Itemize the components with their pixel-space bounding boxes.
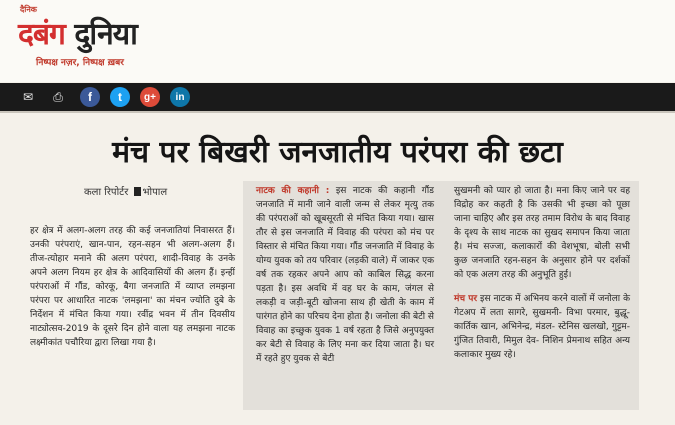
byline-city: भोपाल bbox=[142, 187, 168, 198]
logo-small-text: दैनिक bbox=[20, 5, 37, 14]
logo-part-2: दुनिया bbox=[74, 17, 137, 52]
col3-kicker: मंच पर bbox=[454, 294, 478, 304]
col2-text: इस नाटक की कहानी गौंड जनजाति में मानी जाने वाली जन्म से लेकर मृत्यु तक की परंपराओं को खूबसूरती से मंचित किया गया। खास तौर से इस जनजाति में विवाह की परंपरा को मंच पर विस्तार से मंचित किया गया। गौंड जनजाति में विवाह के योग्य युवक को तय परिवार (लड़की वाले) में जाकर एक वर्ष तक रहकर अपने आप को काबिल सिद्ध करना पड़ता है। इस अवधि में वह घर के काम, जंगल से लकड़ी व जड़ी-बूटी खोजना साथ ही खेती के काम में पारंगत होने का परिचय देना होता है। जनोला की बेटी से विवाह का इच्छुक युवक 1 वर्ष रहता है जिसे अनुपयुक्त कर बेटी से विवाह के लिए मना कर दिया जाता है। घर में रहते हुए युवक से बेटी bbox=[256, 186, 434, 364]
col2-kicker: नाटक की कहानी : bbox=[256, 186, 330, 196]
dateline-marker bbox=[134, 187, 141, 196]
byline bbox=[84, 184, 167, 198]
mail-icon[interactable]: ✉ bbox=[22, 90, 34, 104]
twitter-icon[interactable]: t bbox=[110, 87, 130, 107]
newspaper-logo[interactable] bbox=[18, 12, 137, 53]
article-headline: मंच पर बिखरी जनजातीय परंपरा की छटा bbox=[112, 135, 563, 170]
byline-reporter: कला रिपोर्टर bbox=[84, 187, 129, 198]
col3-text: इस नाटक में अभिनय करने वालों में जनोला के गेटअप में लता सागरे, सुखमनी- विभा परमार, बुद्धू- कार्तिक खान, अभिनेन्द्र, मंडल- स्टेनिस खलखो, गुट्टम- गुंजित तिवारी, मिमुल देव- निशिन प्रेमनाथ सहित अन्य कलाकार मुख्य रहे। bbox=[454, 294, 630, 360]
linkedin-icon[interactable]: in bbox=[170, 87, 190, 107]
tagline: निष्पक्ष नज़र, निष्पक्ष ख़बर bbox=[36, 58, 124, 68]
masthead bbox=[0, 0, 675, 82]
col3-paragraph-1: सुखमनी को प्यार हो जाता है। मना किए जाने पर वह विद्रोह कर कहती है कि उसकी भी इच्छा को पूछा जाना चाहिए और इस तरह तमाम विरोध के बाद विवाह के दृश्य के साथ नाटक का सुखद समापन किया जाता है। मंच सज्जा, कलाकारों की वेशभूषा, बोली सभी कुछ जनजाति रहन-सहन के अनुसार होने पर दर्शकों को एक अलग तरह की अनुभूति हुई। bbox=[454, 186, 630, 280]
share-toolbar bbox=[0, 83, 675, 111]
facebook-icon[interactable]: f bbox=[80, 87, 100, 107]
google-plus-icon[interactable]: g+ bbox=[140, 87, 160, 107]
article-column-1: हर क्षेत्र में अलग-अलग तरह की कई जनजातियां निवासरत हैं। उनकी परंपराएं, खान-पान, रहन-सहन भी अलग-अलग हैं। तीज-त्योहार मनाने की अलग परंपरा, शादी-विवाह के उनके अपने अलग नियम हर क्षेत्र के आदिवासियों की अलग हैं। इन्हीं परंपराओं में गौंड, कोरकू, बैगा जनजाति में व्याप्त लमझना परंपरा पर आधारित नाटक 'लमझना' का मंचन ज्योति दुबे के निर्देशन में मंचित किया गया। रवींद्र भवन में तीन दिवसीय नाट्योत्सव-2019 के दूसरे दिन होने वाला यह लमझना नाटक लक्ष्मीकांत पचौरिया द्वारा लिखा गया है। bbox=[30, 226, 235, 348]
col3-paragraph-2 bbox=[454, 292, 630, 362]
print-icon[interactable]: ⎙ bbox=[53, 89, 63, 104]
article-column-3 bbox=[454, 184, 630, 362]
divider bbox=[0, 111, 675, 113]
logo-part-1: दबंग bbox=[18, 17, 65, 52]
article-column-2 bbox=[256, 184, 434, 366]
